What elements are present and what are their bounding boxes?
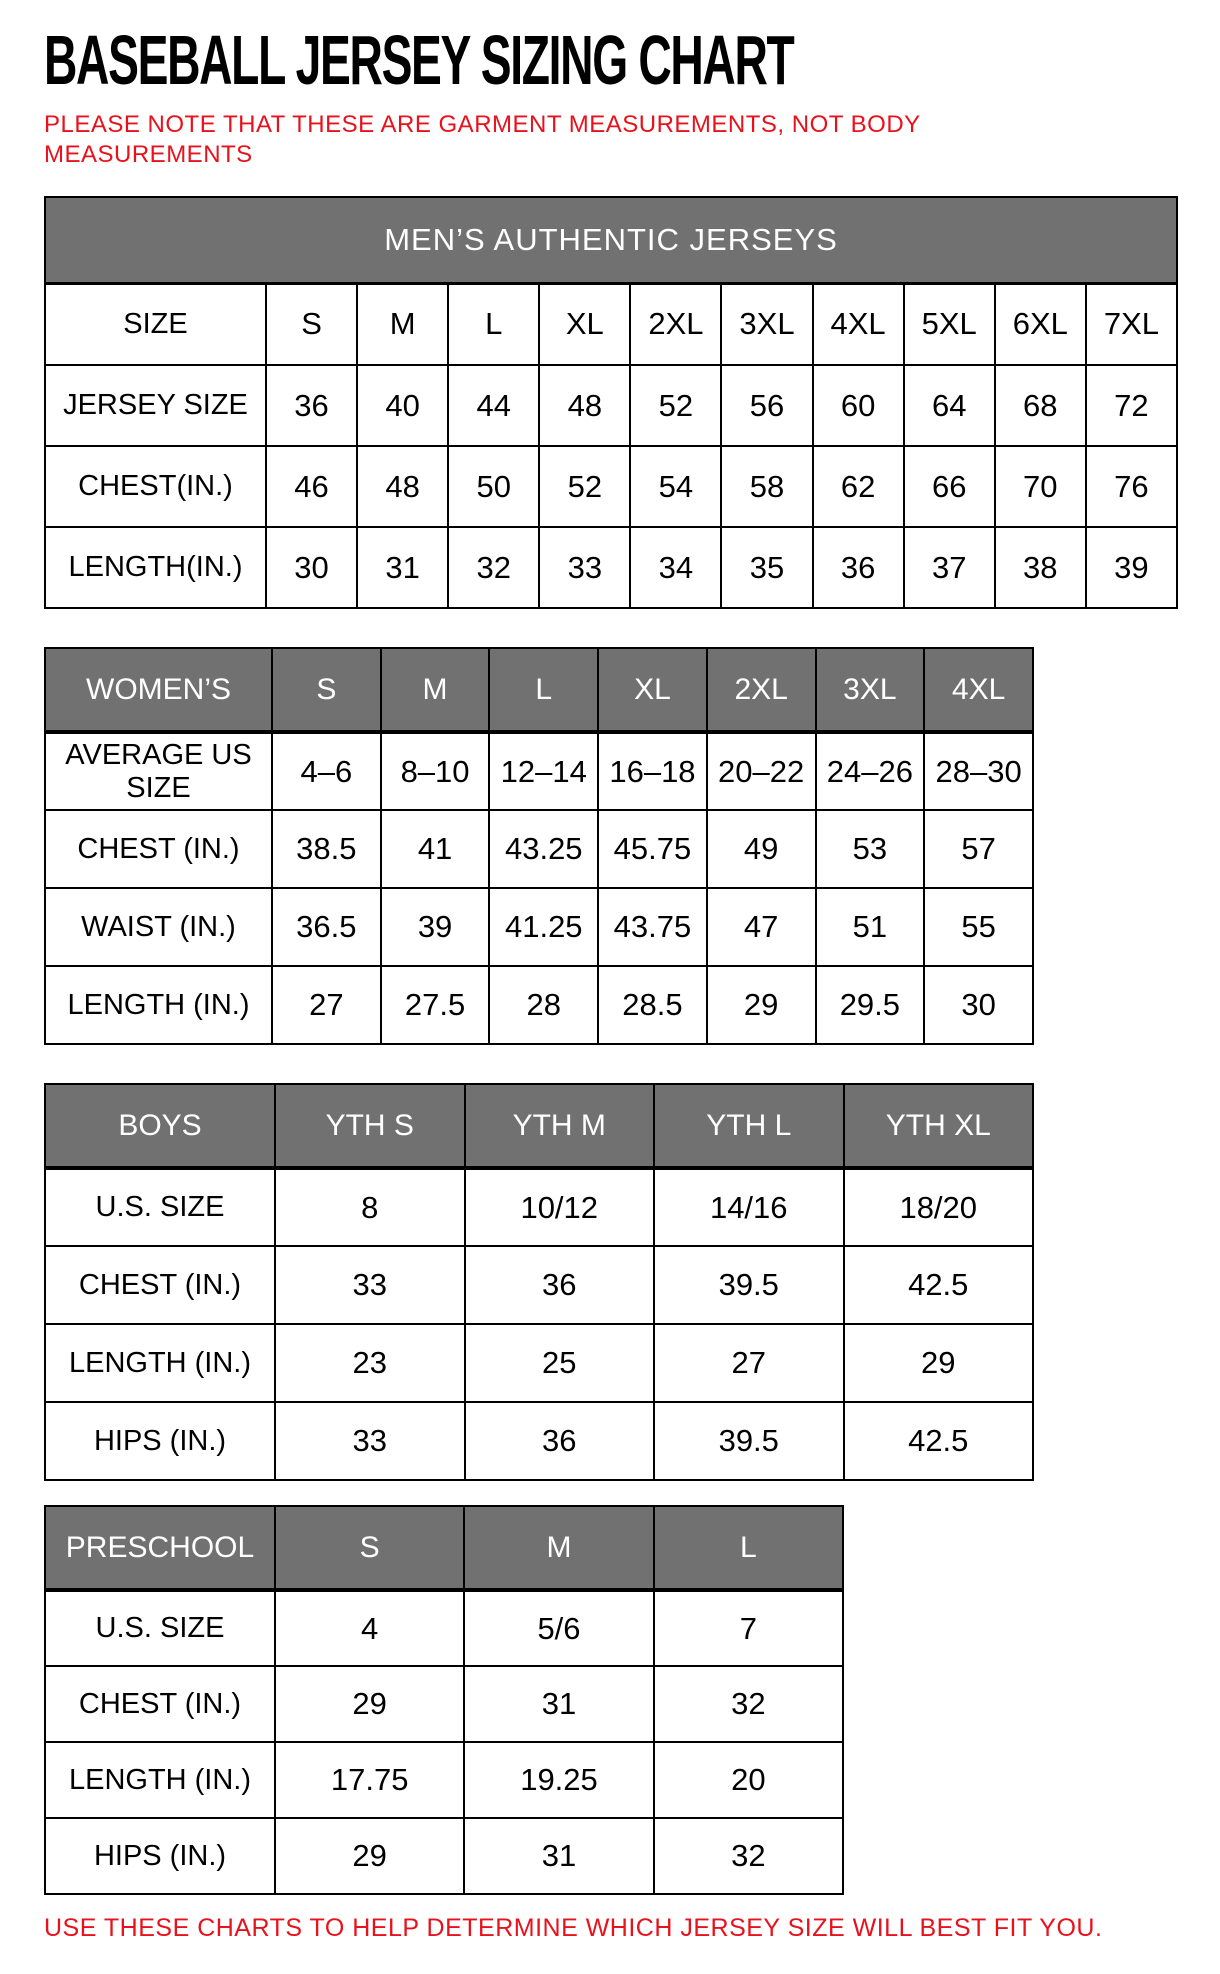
- mens-cell-0-5: 3XL: [721, 283, 812, 365]
- boys-cell-3-0: 33: [275, 1402, 465, 1480]
- mens-cell-2-0: 46: [266, 446, 357, 527]
- womens-header-size-3: XL: [598, 648, 707, 732]
- footer-note: USE THESE CHARTS TO HELP DETERMINE WHICH JERSEY SIZE WILL BEST FIT YOU.: [44, 1914, 1103, 1942]
- preschool-cell-3-0: 29: [275, 1818, 464, 1894]
- boys-cell-2-3: 29: [844, 1324, 1034, 1402]
- preschool-row-hips-in: [45, 1818, 843, 1894]
- boys-cell-0-0: 8: [275, 1168, 465, 1246]
- womens-cell-0-2: 12–14: [489, 732, 598, 810]
- mens-cell-3-8: 38: [995, 527, 1086, 608]
- mens-cell-2-7: 66: [904, 446, 995, 527]
- boys-cell-1-0: 33: [275, 1246, 465, 1324]
- mens-cell-3-0: 30: [266, 527, 357, 608]
- boys-header-size-1: YTH M: [465, 1084, 655, 1168]
- womens-cell-1-3: 45.75: [598, 810, 707, 888]
- womens-header-size-5: 3XL: [816, 648, 925, 732]
- page-title-text: BASEBALL JERSEY SIZING CHART: [44, 21, 794, 99]
- boys-header-label: BOYS: [45, 1084, 275, 1168]
- womens-cell-0-1: 8–10: [381, 732, 490, 810]
- womens-cell-1-4: 49: [707, 810, 816, 888]
- mens-table-title: MEN’S AUTHENTIC JERSEYS: [45, 197, 1177, 283]
- womens-header-size-2: L: [489, 648, 598, 732]
- preschool-row-label-3: HIPS (IN.): [45, 1818, 275, 1894]
- boys-cell-0-3: 18/20: [844, 1168, 1034, 1246]
- boys-row-label-3: HIPS (IN.): [45, 1402, 275, 1480]
- womens-cell-0-4: 20–22: [707, 732, 816, 810]
- mens-row-size: [45, 283, 1177, 365]
- womens-cell-3-1: 27.5: [381, 966, 490, 1044]
- womens-row-waist-in: [45, 888, 1033, 966]
- preschool-header-label: PRESCHOOL: [45, 1506, 275, 1590]
- preschool-cell-2-0: 17.75: [275, 1742, 464, 1818]
- mens-cell-2-5: 58: [721, 446, 812, 527]
- womens-row-label-0: AVERAGE US SIZE: [45, 732, 272, 810]
- mens-row-label-2: CHEST(IN.): [45, 446, 266, 527]
- preschool-header-size-2: L: [654, 1506, 843, 1590]
- womens-cell-3-5: 29.5: [816, 966, 925, 1044]
- boys-cell-1-1: 36: [465, 1246, 655, 1324]
- mens-cell-2-9: 76: [1086, 446, 1177, 527]
- mens-authentic-jerseys-table: [44, 196, 1178, 609]
- womens-cell-3-3: 28.5: [598, 966, 707, 1044]
- boys-row-length-in: [45, 1324, 1033, 1402]
- boys-cell-0-2: 14/16: [654, 1168, 844, 1246]
- womens-cell-0-5: 24–26: [816, 732, 925, 810]
- mens-cell-3-1: 31: [357, 527, 448, 608]
- mens-cell-2-4: 54: [630, 446, 721, 527]
- preschool-cell-0-2: 7: [654, 1590, 843, 1666]
- mens-row-label-1: JERSEY SIZE: [45, 365, 266, 446]
- boys-cell-3-1: 36: [465, 1402, 655, 1480]
- womens-cell-0-0: 4–6: [272, 732, 381, 810]
- mens-cell-3-9: 39: [1086, 527, 1177, 608]
- mens-cell-0-2: L: [448, 283, 539, 365]
- mens-row-chest-in: [45, 446, 1177, 527]
- boys-cell-2-2: 27: [654, 1324, 844, 1402]
- mens-cell-3-4: 34: [630, 527, 721, 608]
- womens-cell-2-1: 39: [381, 888, 490, 966]
- mens-cell-0-8: 6XL: [995, 283, 1086, 365]
- boys-cell-1-3: 42.5: [844, 1246, 1034, 1324]
- mens-row-label-3: LENGTH(IN.): [45, 527, 266, 608]
- mens-cell-0-3: XL: [539, 283, 630, 365]
- mens-cell-0-1: M: [357, 283, 448, 365]
- mens-cell-1-0: 36: [266, 365, 357, 446]
- boys-cell-2-0: 23: [275, 1324, 465, 1402]
- boys-row-label-2: LENGTH (IN.): [45, 1324, 275, 1402]
- mens-cell-2-2: 50: [448, 446, 539, 527]
- mens-cell-3-6: 36: [813, 527, 904, 608]
- womens-cell-3-6: 30: [924, 966, 1033, 1044]
- womens-cell-1-0: 38.5: [272, 810, 381, 888]
- boys-header-row: [45, 1084, 1033, 1168]
- womens-cell-2-5: 51: [816, 888, 925, 966]
- womens-cell-0-6: 28–30: [924, 732, 1033, 810]
- womens-cell-1-5: 53: [816, 810, 925, 888]
- boys-header-size-3: YTH XL: [844, 1084, 1034, 1168]
- womens-row-label-3: LENGTH (IN.): [45, 966, 272, 1044]
- mens-row-length-in: [45, 527, 1177, 608]
- womens-cell-3-4: 29: [707, 966, 816, 1044]
- mens-cell-0-9: 7XL: [1086, 283, 1177, 365]
- preschool-cell-2-2: 20: [654, 1742, 843, 1818]
- preschool-row-label-1: CHEST (IN.): [45, 1666, 275, 1742]
- mens-cell-1-7: 64: [904, 365, 995, 446]
- boys-row-chest-in: [45, 1246, 1033, 1324]
- mens-cell-1-2: 44: [448, 365, 539, 446]
- womens-cell-2-2: 41.25: [489, 888, 598, 966]
- preschool-header-size-1: M: [464, 1506, 653, 1590]
- boys-row-label-0: U.S. SIZE: [45, 1168, 275, 1246]
- preschool-cell-1-2: 32: [654, 1666, 843, 1742]
- preschool-sizing-table: [44, 1505, 844, 1895]
- womens-row-chest-in: [45, 810, 1033, 888]
- womens-cell-1-2: 43.25: [489, 810, 598, 888]
- womens-cell-2-4: 47: [707, 888, 816, 966]
- preschool-row-label-2: LENGTH (IN.): [45, 1742, 275, 1818]
- mens-cell-1-3: 48: [539, 365, 630, 446]
- womens-cell-0-3: 16–18: [598, 732, 707, 810]
- mens-cell-0-4: 2XL: [630, 283, 721, 365]
- mens-cell-0-7: 5XL: [904, 283, 995, 365]
- mens-cell-3-2: 32: [448, 527, 539, 608]
- womens-cell-3-2: 28: [489, 966, 598, 1044]
- womens-header-row: [45, 648, 1033, 732]
- mens-cell-2-3: 52: [539, 446, 630, 527]
- preschool-cell-2-1: 19.25: [464, 1742, 653, 1818]
- boys-row-u-s-size: [45, 1168, 1033, 1246]
- mens-row-jersey-size: [45, 365, 1177, 446]
- boys-cell-2-1: 25: [465, 1324, 655, 1402]
- womens-row-length-in: [45, 966, 1033, 1044]
- mens-cell-0-6: 4XL: [813, 283, 904, 365]
- garment-measurements-note: PLEASE NOTE THAT THESE ARE GARMENT MEASUREMENTS, NOT BODY MEASUREMENTS: [44, 111, 921, 168]
- page-title: [44, 21, 1200, 100]
- womens-cell-2-0: 36.5: [272, 888, 381, 966]
- mens-cell-2-8: 70: [995, 446, 1086, 527]
- preschool-cell-3-2: 32: [654, 1818, 843, 1894]
- womens-row-label-2: WAIST (IN.): [45, 888, 272, 966]
- preschool-cell-1-0: 29: [275, 1666, 464, 1742]
- boys-cell-0-1: 10/12: [465, 1168, 655, 1246]
- boys-cell-3-2: 39.5: [654, 1402, 844, 1480]
- boys-row-hips-in: [45, 1402, 1033, 1480]
- preschool-cell-0-1: 5/6: [464, 1590, 653, 1666]
- womens-cell-2-6: 55: [924, 888, 1033, 966]
- mens-cell-3-3: 33: [539, 527, 630, 608]
- womens-cell-1-1: 41: [381, 810, 490, 888]
- womens-row-label-1: CHEST (IN.): [45, 810, 272, 888]
- mens-cell-1-4: 52: [630, 365, 721, 446]
- mens-cell-1-9: 72: [1086, 365, 1177, 446]
- womens-header-label: WOMEN’S: [45, 648, 272, 732]
- mens-row-label-0: SIZE: [45, 283, 266, 365]
- womens-cell-1-6: 57: [924, 810, 1033, 888]
- boys-header-size-2: YTH L: [654, 1084, 844, 1168]
- mens-cell-0-0: S: [266, 283, 357, 365]
- preschool-row-label-0: U.S. SIZE: [45, 1590, 275, 1666]
- mens-title-row: [45, 197, 1177, 283]
- preschool-row-u-s-size: [45, 1590, 843, 1666]
- preschool-cell-3-1: 31: [464, 1818, 653, 1894]
- boys-cell-1-2: 39.5: [654, 1246, 844, 1324]
- womens-header-size-6: 4XL: [924, 648, 1033, 732]
- boys-cell-3-3: 42.5: [844, 1402, 1034, 1480]
- mens-cell-2-1: 48: [357, 446, 448, 527]
- mens-cell-1-1: 40: [357, 365, 448, 446]
- preschool-header-size-0: S: [275, 1506, 464, 1590]
- preschool-cell-0-0: 4: [275, 1590, 464, 1666]
- mens-cell-1-5: 56: [721, 365, 812, 446]
- boys-sizing-table: [44, 1083, 1034, 1481]
- boys-header-size-0: YTH S: [275, 1084, 465, 1168]
- mens-cell-3-5: 35: [721, 527, 812, 608]
- womens-header-size-4: 2XL: [707, 648, 816, 732]
- mens-cell-2-6: 62: [813, 446, 904, 527]
- womens-sizing-table: [44, 647, 1034, 1045]
- womens-header-size-0: S: [272, 648, 381, 732]
- womens-cell-3-0: 27: [272, 966, 381, 1044]
- preschool-header-row: [45, 1506, 843, 1590]
- mens-cell-1-8: 68: [995, 365, 1086, 446]
- preschool-row-length-in: [45, 1742, 843, 1818]
- preschool-row-chest-in: [45, 1666, 843, 1742]
- womens-cell-2-3: 43.75: [598, 888, 707, 966]
- womens-row-average-us-size: [45, 732, 1033, 810]
- mens-cell-3-7: 37: [904, 527, 995, 608]
- womens-header-size-1: M: [381, 648, 490, 732]
- preschool-cell-1-1: 31: [464, 1666, 653, 1742]
- boys-row-label-1: CHEST (IN.): [45, 1246, 275, 1324]
- mens-cell-1-6: 60: [813, 365, 904, 446]
